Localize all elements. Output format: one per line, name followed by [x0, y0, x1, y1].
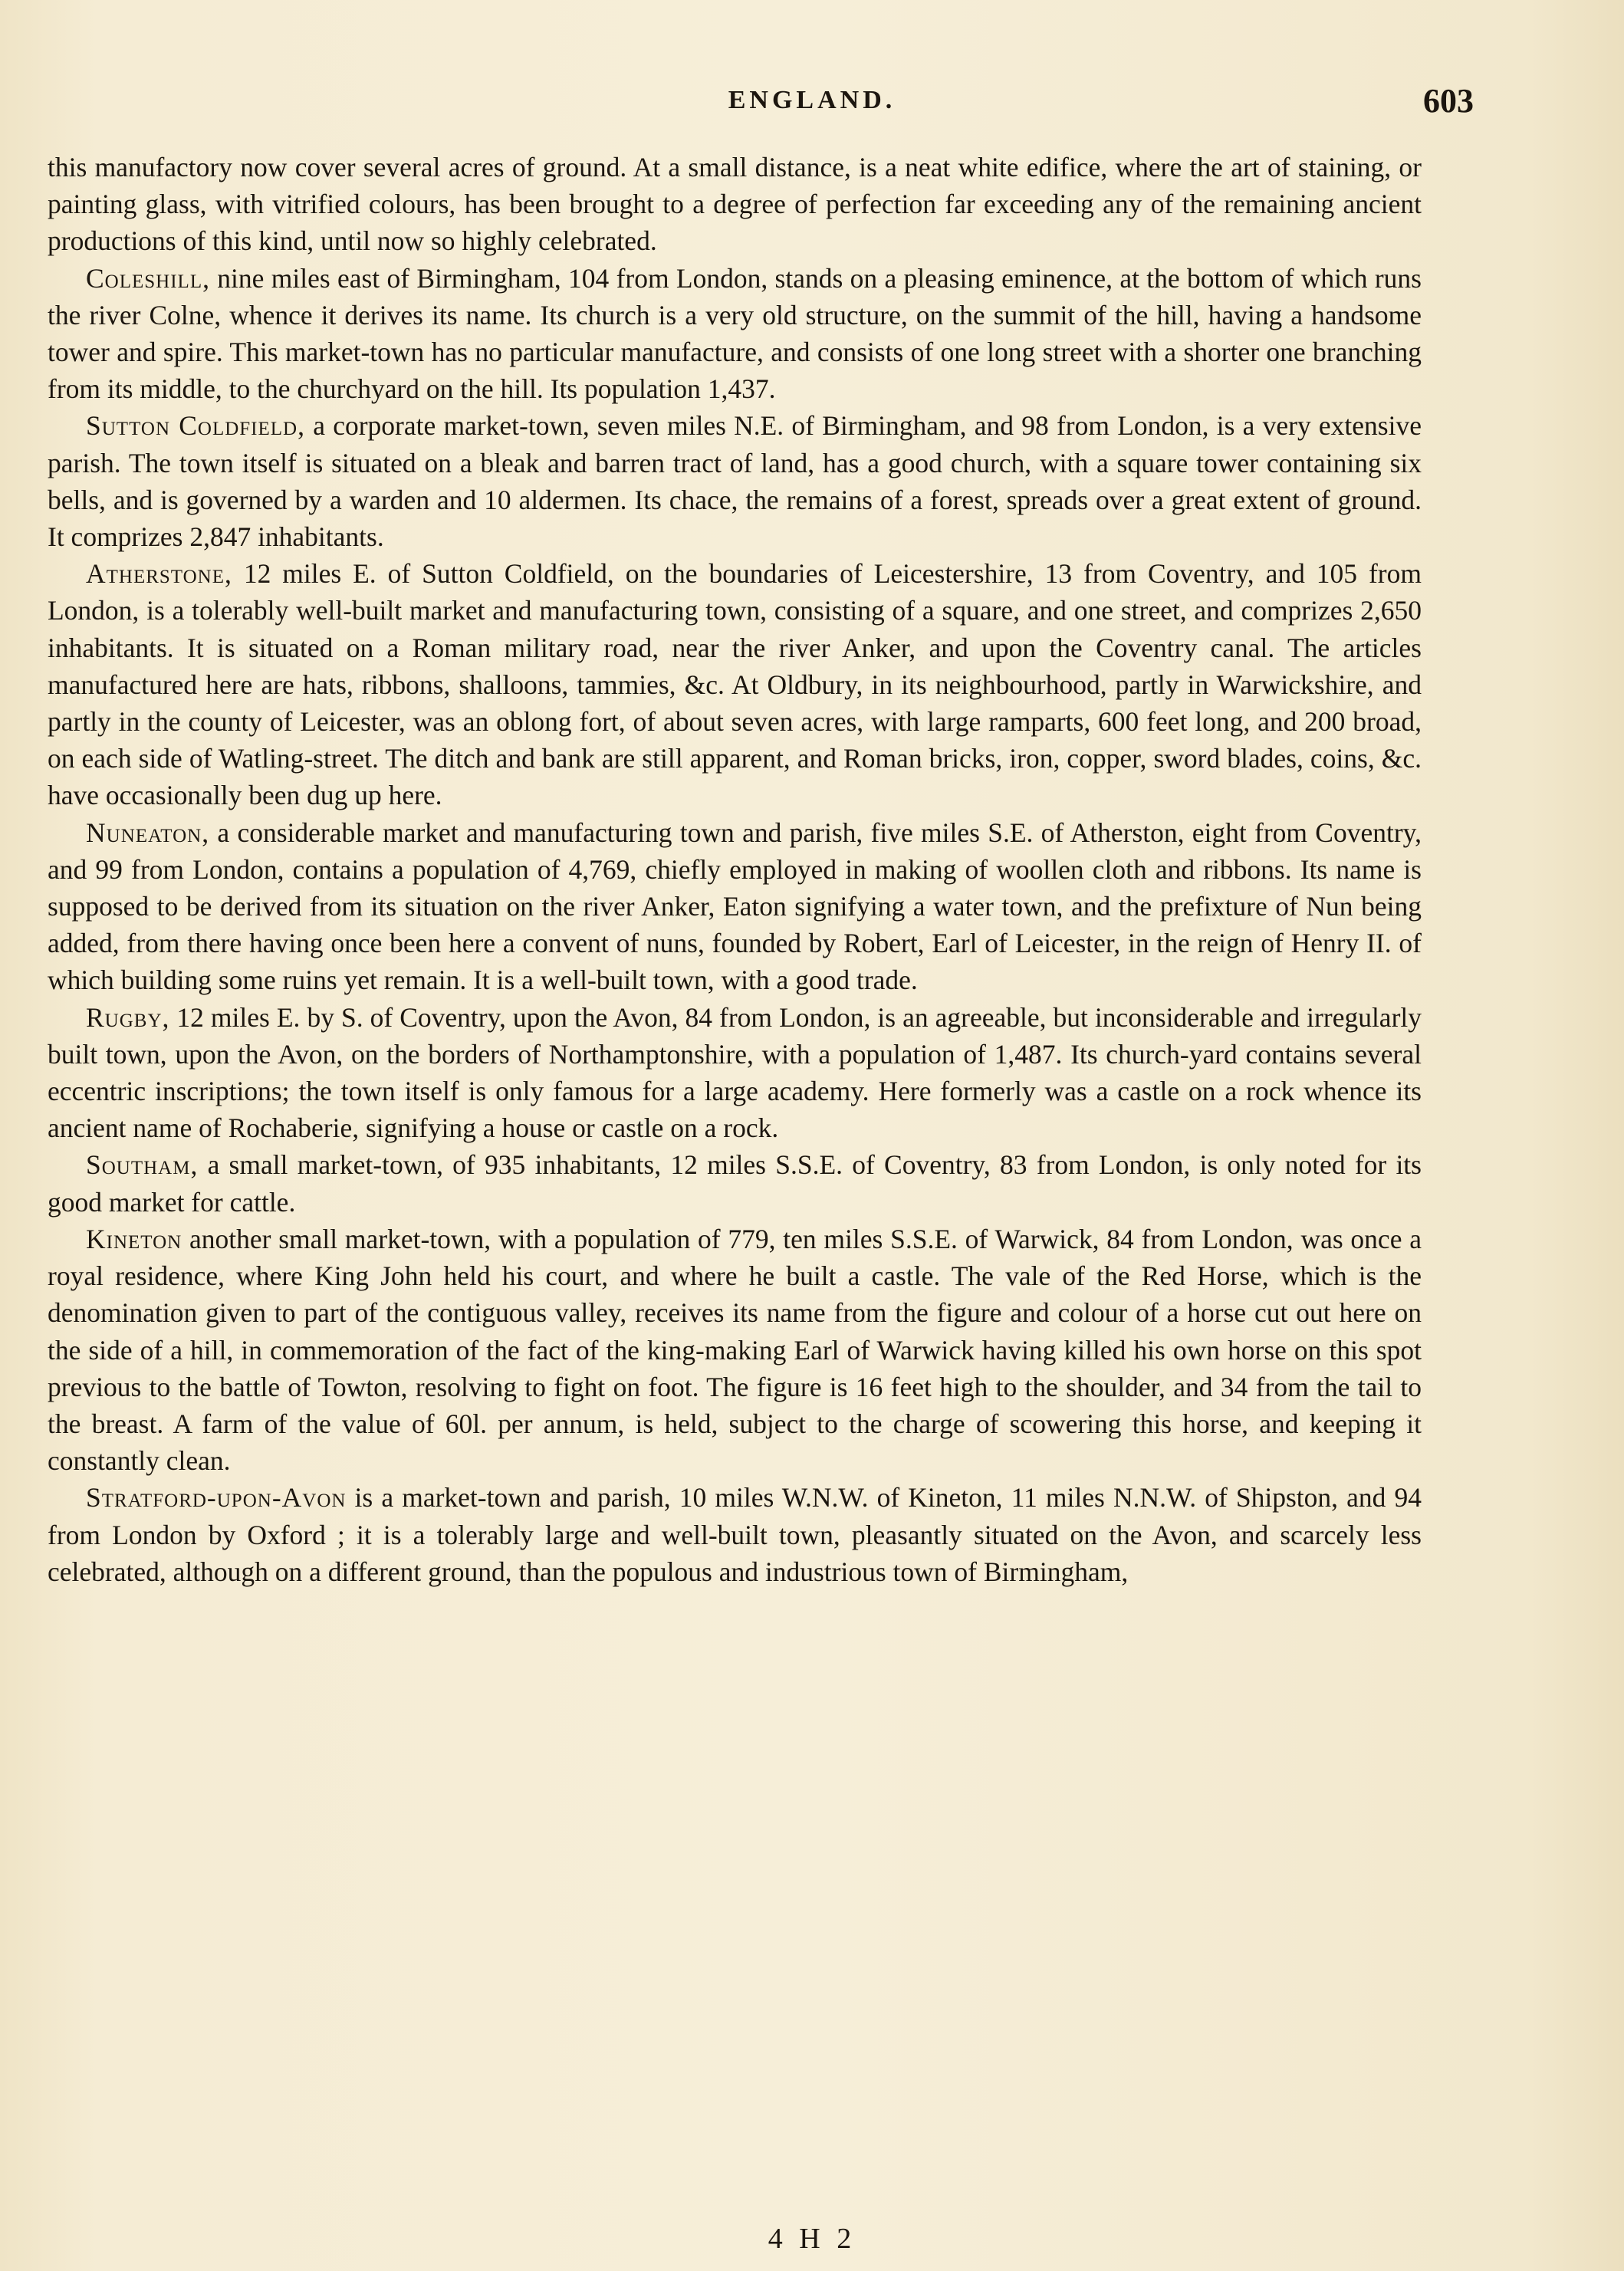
- paragraph-text: is a market-town and parish, 10 miles W.N.W. of Kineton, 11 miles N.N.W. of Shipston, and 94 from London by Oxford ; it is a tolerably large and well-built town, pleasantly situated on the Avon, and scarcely less celebrated, although on a different ground, than the populous and industrious town of Birmingham,: [48, 1482, 1422, 1587]
- place-name: Rugby,: [86, 1001, 170, 1033]
- paragraph-rugby: [48, 999, 1422, 1147]
- paragraph-text: a considerable market and manufacturing town and parish, five miles S.E. of Atherston, eight from Coventry, and 99 from London, contains a population of 4,769, chiefly employed in making of woollen cloth and ribbons. Its name is supposed to be derived from its situation on the river Anker, Eaton signifying a water town, and the prefixture of Nun being added, from there having once been here a convent of nuns, founded by Robert, Earl of Leicester, in the reign of Henry II. of which building some ruins yet remain. It is a well-built town, with a good trade.: [48, 817, 1422, 996]
- paragraph-stratford-upon-avon: [48, 1479, 1422, 1590]
- page-header: [0, 82, 1624, 132]
- paragraph-text: 12 miles E. of Sutton Coldfield, on the boundaries of Leicestershire, 13 from Coventry, and 105 from London, is a tolerably well-built market and manufacturing town, consisting of a square, and one street, and comprizes 2,650 inhabitants. It is situated on a Roman military road, near the river Anker, and upon the Coventry canal. The articles manufactured here are hats, ribbons, shalloons, tammies, &c. At Oldbury, in its neighbourhood, partly in Warwickshire, and partly in the county of Leicester, was an oblong fort, of about seven acres, with large ramparts, 600 feet long, and 200 broad, on each side of Watling-street. The ditch and bank are still apparent, and Roman bricks, iron, copper, sword blades, coins, &c. have occasionally been dug up here.: [48, 558, 1422, 811]
- running-head: ENGLAND.: [728, 86, 896, 114]
- paragraph-text: a corporate market-town, seven miles N.E. of Birmingham, and 98 from London, is a very extensive parish. The town itself is situated on a bleak and barren tract of land, has a good church, with a square tower containing six bells, and is governed by a warden and 10 aldermen. Its chace, the remains of a forest, spreads over a great extent of ground. It comprizes 2,847 inhabitants.: [48, 410, 1422, 553]
- paragraph-continuation: [48, 149, 1422, 260]
- paragraph-nuneaton: [48, 814, 1422, 999]
- paragraph-atherstone: [48, 555, 1422, 813]
- paragraph-sutton-coldfield: [48, 407, 1422, 555]
- page-number: 603: [1423, 82, 1474, 120]
- paragraph-text: nine miles east of Birmingham, 104 from London, stands on a pleasing eminence, at the bottom of which runs the river Colne, whence it derives its name. Its church is a very old structure, on the summit of the hill, having a handsome tower and spire. This market-town has no particular manufacture, and consists of one long street with a shorter one branching from its middle, to the churchyard on the hill. Its population 1,437.: [48, 262, 1422, 405]
- body-text: [48, 149, 1422, 1590]
- place-name: Nuneaton,: [86, 817, 210, 848]
- paragraph-text: another small market-town, with a population of 779, ten miles S.S.E. of Warwick, 84 from London, was once a royal residence, where King John held his court, and where he built a castle. The vale of the Red Horse, which is the denomination given to part of the contiguous valley, receives its name from the figure and colour of a horse cut out here on the side of a hill, in commemoration of the fact of the king-making Earl of Warwick having killed his own horse on this spot previous to the battle of Towton, resolving to fight on foot. The figure is 16 feet high to the shoulder, and 34 from the tail to the breast. A farm of the value of 60l. per annum, is held, subject to the charge of scowering this horse, and keeping it constantly clean.: [48, 1223, 1422, 1477]
- paragraph-text: a small market-town, of 935 inhabitants, 12 miles S.S.E. of Coventry, 83 from London, is only noted for its good market for cattle.: [48, 1149, 1422, 1218]
- paragraph-southam: [48, 1146, 1422, 1220]
- paragraph-kineton: [48, 1221, 1422, 1479]
- paragraph-text: 12 miles E. by S. of Coventry, upon the Avon, 84 from London, is an agreeable, but inconsiderable and irregularly built town, upon the Avon, on the borders of Northamptonshire, with a population of 1,487. Its church-yard contains several eccentric inscriptions; the town itself is only famous for a large academy. Here formerly was a castle on a rock whence its ancient name of Rochaberie, signifying a house or castle on a rock.: [48, 1001, 1422, 1144]
- place-name: Southam,: [86, 1149, 199, 1181]
- place-name: Stratford-upon-Avon: [86, 1482, 347, 1513]
- place-name: Atherstone,: [86, 558, 232, 590]
- paragraph-text: this manufactory now cover several acres of ground. At a small distance, is a neat white edifice, where the art of staining, or painting glass, with vitrified colours, has been brought to a degree of perfection far exceeding any of the remaining ancient productions of this kind, until now so highly celebrated.: [48, 152, 1422, 257]
- place-name: Sutton Coldfield,: [86, 410, 305, 442]
- paragraph-coleshill: [48, 260, 1422, 408]
- place-name: Kineton: [86, 1223, 182, 1254]
- signature-mark: 4 H 2: [768, 2223, 856, 2255]
- place-name: Coleshill,: [86, 262, 210, 294]
